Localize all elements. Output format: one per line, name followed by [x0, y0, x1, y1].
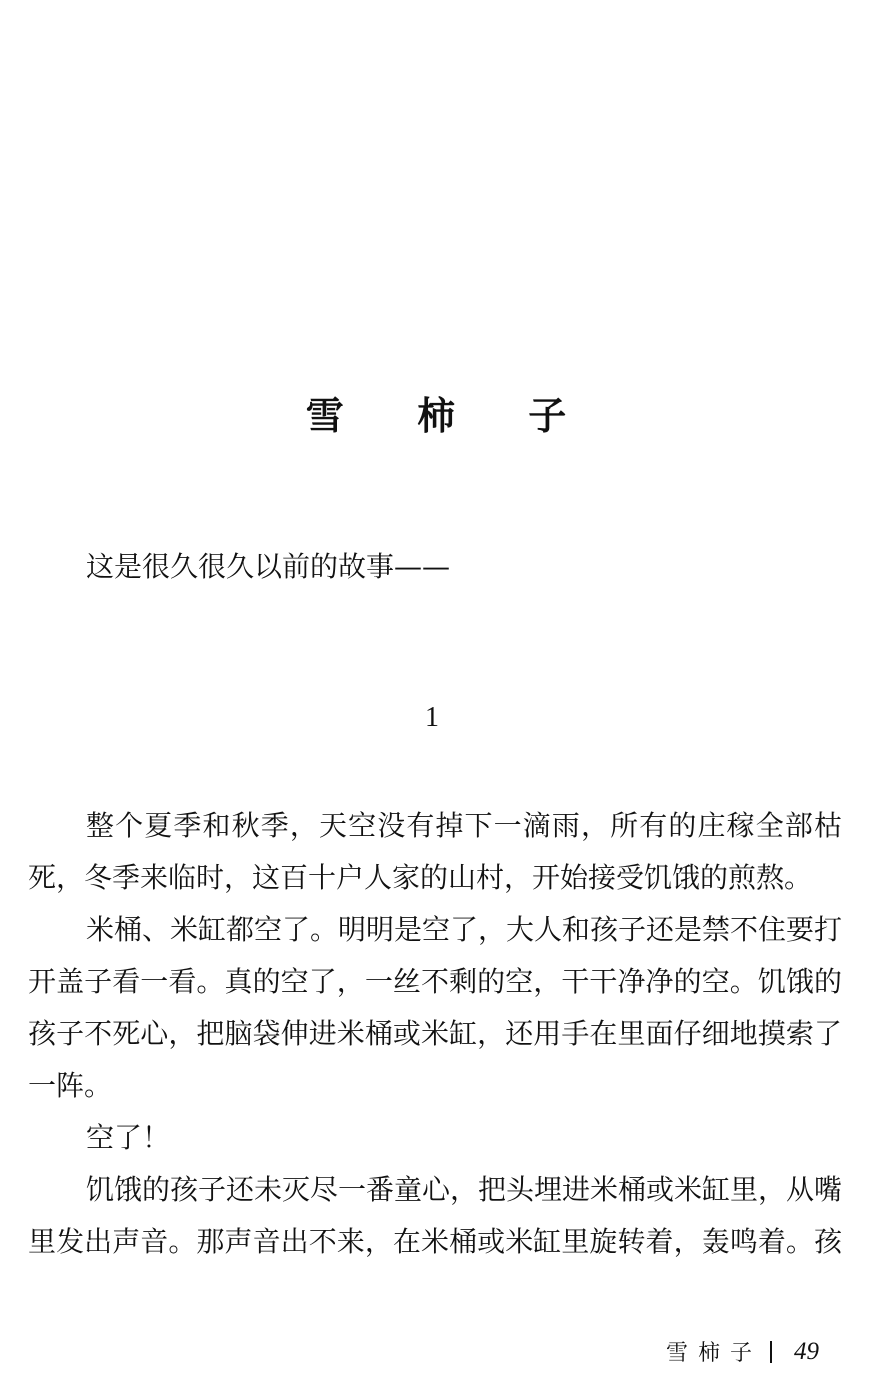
body-text	[28, 806, 842, 1274]
text-line: 空了！	[86, 1121, 171, 1154]
text-line: 整个夏季和秋季，天空没有掉下一滴雨，所有的庄稼全部枯	[86, 809, 842, 842]
running-title: 雪柿子	[666, 1341, 763, 1366]
text-line: 米桶、米缸都空了。明明是空了，大人和孩子还是禁不住要打	[86, 913, 843, 946]
text-line: 一阵。	[28, 1069, 113, 1102]
footer-divider	[770, 1341, 772, 1363]
page-number: 49	[794, 1337, 820, 1365]
chapter-title: 雪 柿 子	[305, 394, 597, 438]
intro-line: 这是很久很久以前的故事——	[86, 550, 451, 583]
text-line: 开盖子看一看。真的空了，一丝不剩的空，干干净净的空。饥饿的	[28, 965, 842, 998]
text-line: 里发出声音。那声音出不来，在米桶或米缸里旋转着，轰鸣着。孩	[28, 1225, 842, 1258]
section-number: 1	[425, 702, 439, 733]
text-line: 饥饿的孩子还未灭尽一番童心，把头埋进米桶或米缸里，从嘴	[86, 1173, 843, 1206]
text-line: 孩子不死心，把脑袋伸进米桶或米缸，还用手在里面仔细地摸索了	[28, 1017, 842, 1050]
page-footer	[666, 1336, 819, 1367]
text-line: 死，冬季来临时，这百十户人家的山村，开始接受饥饿的煎熬。	[28, 861, 813, 894]
